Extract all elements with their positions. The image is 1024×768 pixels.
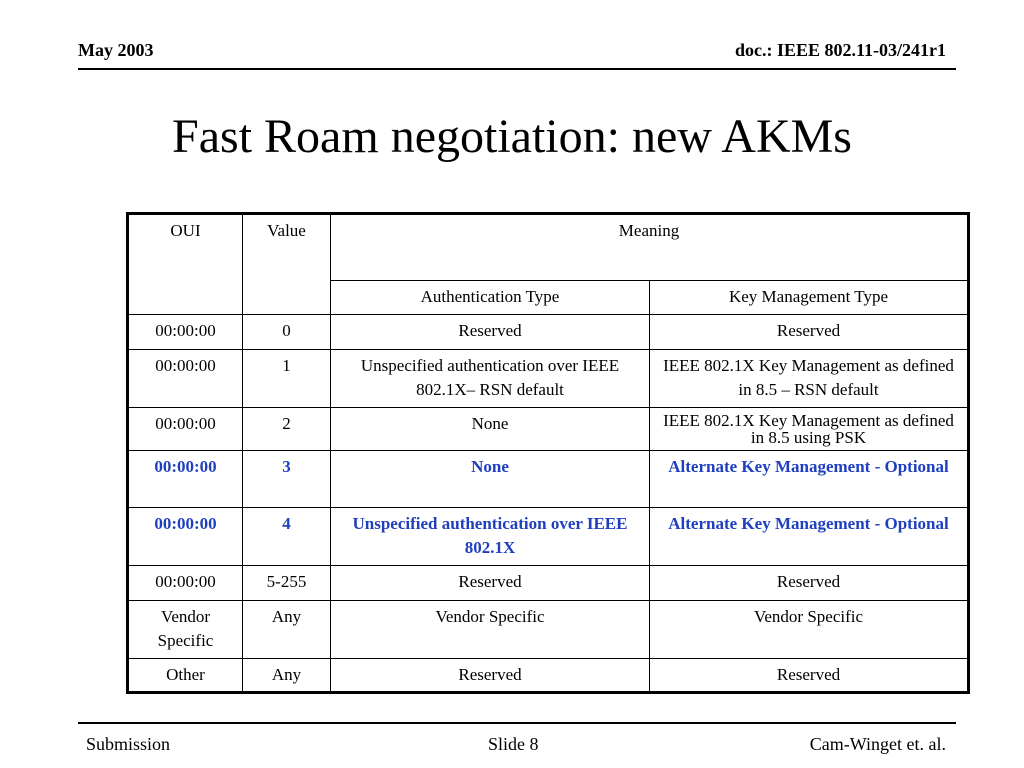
cell-value: 3 xyxy=(243,450,331,507)
cell-value: 2 xyxy=(243,407,331,450)
cell-value: Any xyxy=(243,600,331,658)
cell-key: Reserved xyxy=(650,658,969,692)
cell-value: 0 xyxy=(243,315,331,349)
cell-value: Any xyxy=(243,658,331,692)
cell-oui: 00:00:00 xyxy=(128,407,243,450)
cell-auth: Reserved xyxy=(331,315,650,349)
cell-auth: Unspecified authentication over IEEE 802.1X– RSN default xyxy=(331,349,650,407)
cell-oui: Other xyxy=(128,658,243,692)
cell-key: Reserved xyxy=(650,315,969,349)
footer-slide-number: Slide 8 xyxy=(488,734,539,754)
cell-key: Alternate Key Management - Optional xyxy=(650,508,969,566)
header-key-mgmt-type: Key Management Type xyxy=(650,281,969,315)
table-row xyxy=(128,349,969,407)
cell-oui: 00:00:00 xyxy=(128,450,243,507)
table-row xyxy=(128,407,969,450)
table-row-highlighted xyxy=(128,450,969,507)
header-oui: OUI xyxy=(128,214,243,315)
cell-key: Vendor Specific xyxy=(650,600,969,658)
table-row xyxy=(128,600,969,658)
header-date: May 2003 xyxy=(78,40,154,60)
footer-rule xyxy=(78,722,956,724)
cell-auth: Reserved xyxy=(331,658,650,692)
cell-auth: None xyxy=(331,407,650,450)
table-row xyxy=(128,658,969,692)
cell-key: IEEE 802.1X Key Management as defined in 8.5 – RSN default xyxy=(650,349,969,407)
cell-key: Reserved xyxy=(650,566,969,600)
cell-oui: 00:00:00 xyxy=(128,508,243,566)
cell-oui: 00:00:00 xyxy=(128,349,243,407)
cell-value: 4 xyxy=(243,508,331,566)
header-value: Value xyxy=(243,214,331,315)
cell-auth: Vendor Specific xyxy=(331,600,650,658)
slide-title: Fast Roam negotiation: new AKMs xyxy=(172,110,852,163)
cell-value: 5-255 xyxy=(243,566,331,600)
footer-submission: Submission xyxy=(86,734,171,754)
cell-key: Alternate Key Management - Optional xyxy=(650,450,969,507)
footer-author: Cam-Winget et. al. xyxy=(809,734,946,754)
cell-oui: 00:00:00 xyxy=(128,566,243,600)
table-row xyxy=(128,566,969,600)
akm-table xyxy=(126,212,970,694)
cell-oui: 00:00:00 xyxy=(128,315,243,349)
cell-auth: Unspecified authentication over IEEE 802.1X xyxy=(331,508,650,566)
table-row-highlighted xyxy=(128,508,969,566)
header-auth-type: Authentication Type xyxy=(331,281,650,315)
cell-value: 1 xyxy=(243,349,331,407)
cell-oui: Vendor Specific xyxy=(128,600,243,658)
cell-auth: None xyxy=(331,450,650,507)
table-row xyxy=(128,315,969,349)
cell-auth: Reserved xyxy=(331,566,650,600)
table-header-row xyxy=(128,214,969,281)
header-meaning: Meaning xyxy=(331,214,969,281)
header-doc-id: doc.: IEEE 802.11-03/241r1 xyxy=(734,40,946,60)
cell-key: IEEE 802.1X Key Management as defined in 8.5 using PSK xyxy=(650,407,969,450)
header-rule xyxy=(78,68,956,70)
